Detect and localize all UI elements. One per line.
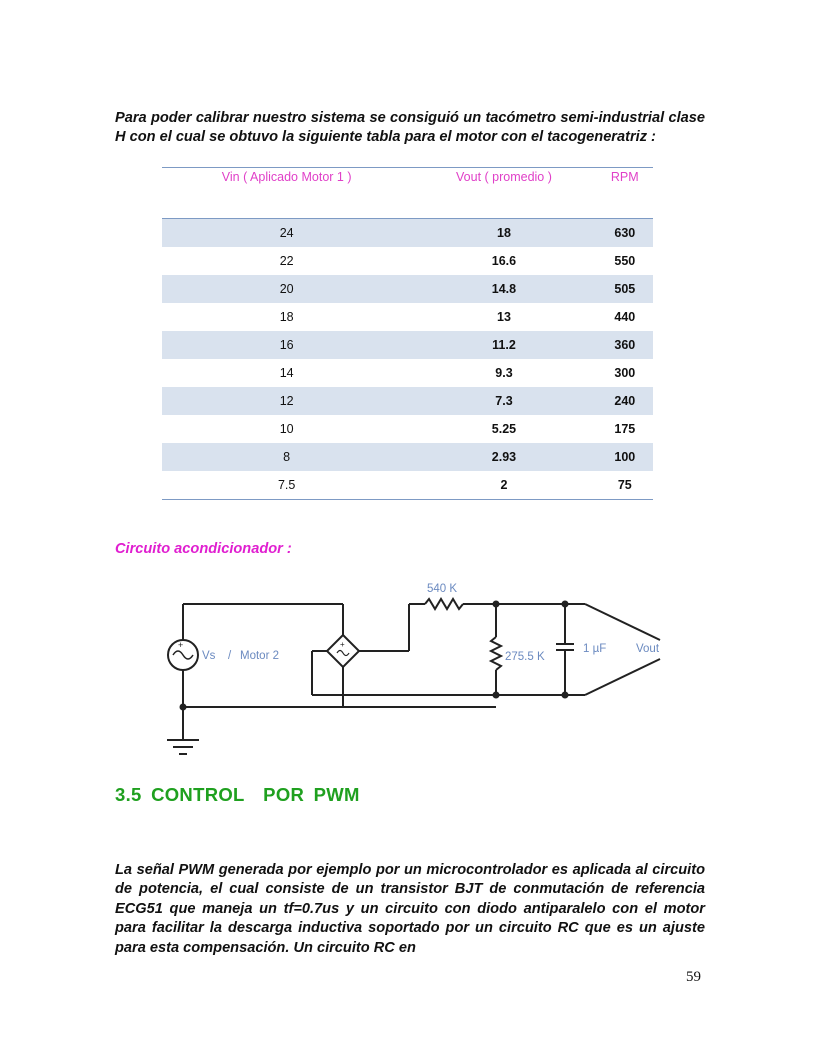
section-number: 3.5	[115, 784, 142, 805]
slash-label: /	[228, 650, 232, 662]
pwm-paragraph: La señal PWM generada por ejemplo por un microcontrolador es aplicada al circuito de potencia, el cual consiste de un transistor BJT de conmutación de referencia ECG51 que maneja un tf=0.7us y un circuito con diodo antiparalelo con el motor para facilitar la descarga inductiva soportado por un circuito RC que es un ajuste para esta compensación. Un circuito RC en	[115, 861, 705, 956]
wire	[585, 604, 660, 640]
ac-wave	[173, 651, 193, 659]
section-heading	[115, 784, 360, 806]
junction-dot	[562, 601, 569, 608]
cell-vout: 16.6	[491, 254, 517, 268]
junction-dot	[180, 704, 187, 711]
cell-rpm: 360	[597, 331, 653, 359]
cell-vin: 8	[162, 443, 411, 471]
cell-vout: 2.93	[411, 443, 596, 471]
output-label: Vout	[636, 643, 660, 655]
calibration-table	[162, 167, 653, 500]
table-row	[162, 303, 653, 331]
cell-vin: 24	[162, 219, 411, 248]
cell-vout: 9.3	[495, 366, 513, 380]
plus-sign: +	[178, 640, 184, 650]
resistor-275k	[491, 637, 501, 670]
cell-vin: 10	[279, 422, 294, 436]
column-header-vout: Vout ( promedio )	[411, 168, 596, 219]
table-row	[162, 219, 653, 248]
table-header-row	[162, 168, 653, 219]
cell-rpm: 630	[597, 219, 653, 248]
column-header-vin: Vin ( Aplicado Motor 1 )	[162, 168, 411, 219]
resistor-series-label: 540 K	[427, 583, 458, 595]
section-title-text: CONTROL POR PWM	[151, 784, 360, 805]
cell-rpm: 440	[614, 310, 636, 324]
cell-rpm: 175	[614, 422, 636, 436]
cell-vin: 20	[162, 275, 411, 303]
circuit-heading: Circuito acondicionador :	[115, 541, 292, 557]
cell-vin: 22	[279, 254, 294, 268]
cell-rpm: 505	[597, 275, 653, 303]
junction-dot	[562, 692, 569, 699]
cell-vout: 18	[411, 219, 596, 248]
junction-dot	[493, 692, 500, 699]
intro-paragraph: Para poder calibrar nuestro sistema se consiguió un tacómetro semi-industrial clase H con el cual se obtuvo la siguiente tabla para el motor con el tacogeneratriz :	[115, 109, 705, 146]
table-row	[162, 415, 653, 443]
cell-rpm: 550	[614, 254, 636, 268]
motor-label: Motor 2	[240, 650, 279, 662]
source-label: Vs	[202, 650, 216, 662]
cell-rpm: 240	[597, 387, 653, 415]
cell-vin: 7.5	[162, 471, 411, 500]
table-row	[162, 443, 653, 471]
cell-vout: 5.25	[491, 422, 517, 436]
cell-vout: 14.8	[411, 275, 596, 303]
cell-vout: 2	[411, 471, 596, 500]
resistor-shunt-label: 275.5 K	[505, 651, 545, 663]
table-row	[162, 359, 653, 387]
table-row	[162, 331, 653, 359]
junction-dot	[493, 601, 500, 608]
conditioning-circuit-schematic	[150, 572, 680, 767]
cell-vin: 16	[162, 331, 411, 359]
bridge-wave	[337, 651, 349, 656]
cell-rpm: 75	[597, 471, 653, 500]
capacitor-label: 1 µF	[583, 643, 607, 655]
wire	[585, 659, 660, 695]
cell-vout: 11.2	[411, 331, 596, 359]
plus-sign: +	[340, 640, 345, 649]
table-row	[162, 387, 653, 415]
table-row	[162, 247, 653, 275]
table-row	[162, 275, 653, 303]
resistor-540k	[425, 599, 463, 609]
cell-vout: 7.3	[411, 387, 596, 415]
cell-vout: 13	[497, 310, 511, 324]
cell-rpm: 300	[614, 366, 636, 380]
column-header-rpm: RPM	[597, 168, 653, 219]
page-number: 59	[686, 969, 701, 985]
cell-vin: 14	[279, 366, 294, 380]
cell-vin: 12	[162, 387, 411, 415]
cell-vin: 18	[279, 310, 294, 324]
table-row	[162, 471, 653, 500]
cell-rpm: 100	[597, 443, 653, 471]
